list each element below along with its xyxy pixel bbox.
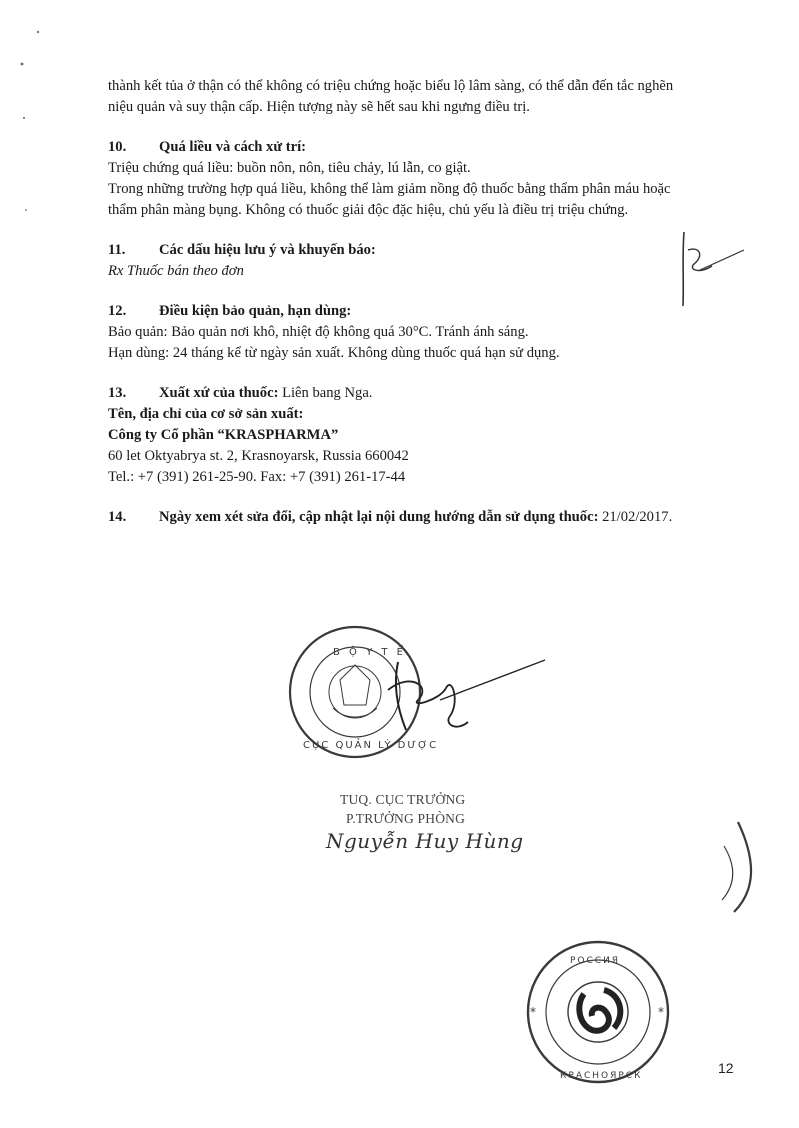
section-11-text: Rx Thuốc bán theo đơn bbox=[108, 263, 244, 279]
section-13-heading: 13. Xuất xứ của thuốc: Liên bang Nga. bbox=[108, 385, 373, 401]
intro-line: thành kết tủa ở thận có thể không có triệu chứng hoặc biểu lộ lâm sàng, có thể dẫn đến tắc nghẽn bbox=[108, 78, 674, 94]
section-10-text: Trong những trường hợp quá liều, không thể làm giảm nồng độ thuốc bằng thẩm phân máu hoặc bbox=[108, 181, 671, 197]
section-11-heading: 11. Các dấu hiệu lưu ý và khuyến báo: bbox=[108, 242, 376, 258]
section-10-text: thẩm phân màng bụng. Không có thuốc giải độc đặc hiệu, chủ yếu là điều trị triệu chứng. bbox=[108, 202, 629, 218]
section-14-heading: 14. Ngày xem xét sửa đổi, cập nhật lại nội dung hướng dẫn sử dụng thuốc: 21/02/2017. bbox=[108, 509, 673, 525]
page-number: 12 bbox=[718, 1060, 734, 1076]
manufacturer-phone: Tel.: +7 (391) 261-25-90. Fax: +7 (391) 261-17-44 bbox=[108, 469, 406, 485]
section-12-heading: 12. Điều kiện bảo quản, hạn dùng: bbox=[108, 303, 352, 319]
manufacturer-label: Tên, địa chỉ của cơ sở sản xuất: bbox=[108, 406, 304, 422]
signer-name: Nguyễn Huy Hùng bbox=[326, 829, 524, 853]
svg-text:CỤC QUẢN LÝ DƯỢC: CỤC QUẢN LÝ DƯỢC bbox=[303, 740, 439, 751]
section-12-text: Bảo quản: Bảo quản nơi khô, nhiệt độ không quá 30°C. Tránh ánh sáng. bbox=[108, 324, 529, 340]
svg-text:B Ộ Y T Ế: B Ộ Y T Ế bbox=[333, 647, 406, 658]
intro-line: niệu quản và suy thận cấp. Hiện tượng này sẽ hết sau khi ngưng điều trị. bbox=[108, 99, 530, 115]
manufacturer-name: Công ty Cổ phần “KRASPHARMA” bbox=[108, 427, 339, 443]
signer-title: TUQ. CỤC TRƯỞNG bbox=[340, 792, 466, 807]
section-12-text: Hạn dùng: 24 tháng kể từ ngày sản xuất. Không dùng thuốc quá hạn sử dụng. bbox=[108, 345, 560, 361]
signer-subtitle: P.TRƯỞNG PHÒNG bbox=[346, 811, 466, 826]
svg-text:КРАСНОЯРСК: КРАСНОЯРСК bbox=[560, 1071, 643, 1081]
svg-text:РОССИЯ: РОССИЯ bbox=[570, 956, 621, 966]
section-10-heading: 10. Quá liều và cách xử trí: bbox=[108, 139, 306, 155]
section-10-text: Triệu chứng quá liều: buồn nôn, nôn, tiêu chảy, lú lẫn, co giật. bbox=[108, 160, 471, 176]
manufacturer-address: 60 let Oktyabrya st. 2, Krasnoyarsk, Russia 660042 bbox=[108, 448, 409, 464]
svg-text:*: * bbox=[658, 1005, 664, 1019]
svg-text:*: * bbox=[530, 1005, 536, 1019]
